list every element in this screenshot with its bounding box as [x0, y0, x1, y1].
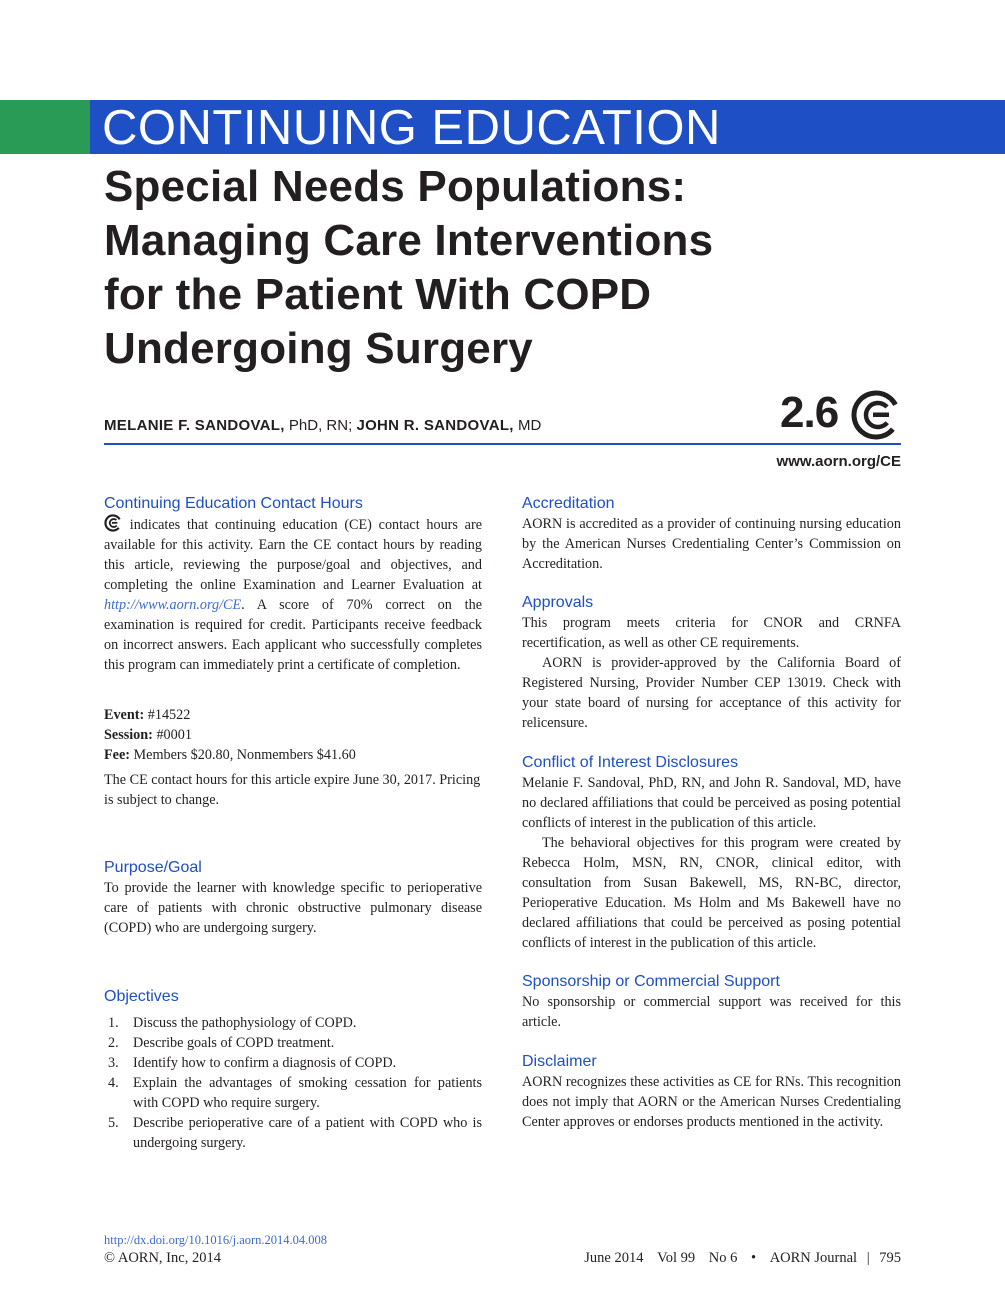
item-number: 5. — [108, 1115, 119, 1131]
sponsorship-text: No sponsorship or commercial support was received for this article. — [522, 994, 901, 1030]
contact-hours-heading: Continuing Education Contact Hours — [104, 495, 363, 512]
item-number: 4. — [108, 1075, 119, 1091]
number: No 6 — [708, 1250, 738, 1266]
copyright: © AORN, Inc, 2014 — [104, 1250, 221, 1266]
item-number: 3. — [108, 1055, 119, 1071]
author-2-name: JOHN R. SANDOVAL, — [356, 417, 514, 434]
fee-label: Fee: — [104, 747, 130, 763]
volume: Vol 99 — [657, 1250, 696, 1266]
item-number: 1. — [108, 1015, 119, 1031]
accreditation-heading: Accreditation — [522, 495, 615, 512]
session-value: #0001 — [152, 727, 192, 743]
list-item — [104, 1113, 482, 1153]
journal-name: AORN Journal — [769, 1250, 858, 1266]
item-text: Explain the advantages of smoking cessation for patients with COPD who require surgery. — [133, 1075, 482, 1111]
ce-contact-hours-icon — [851, 390, 901, 440]
author-1-name: MELANIE F. SANDOVAL, — [104, 417, 285, 434]
fee-value: Members $20.80, Nonmembers $41.60 — [130, 747, 356, 763]
accreditation-text: AORN is accredited as a provider of continuing nursing education by the American Nurses Credentialing Center’s Commission on Accreditation. — [522, 516, 901, 572]
list-item — [104, 1053, 482, 1073]
journal-info — [584, 1250, 901, 1267]
contact-text-b: . A score of 70% correct on the examination is required for credit. Participants receive feedback on incorrect answers. Each applicant who successfully completes this program can immediately print a certificate of completion. — [104, 597, 482, 673]
list-item — [104, 1013, 482, 1033]
issue-date: June 2014 — [584, 1250, 644, 1266]
divider: | — [866, 1250, 870, 1266]
objectives-heading: Objectives — [104, 988, 179, 1005]
objectives-list — [104, 1013, 482, 1153]
author-line — [104, 417, 541, 434]
session-label: Session: — [104, 727, 153, 743]
approvals-text-1: This program meets criteria for CNOR and CRNFA recertification, as well as other CE requirements. — [522, 615, 901, 651]
ce-inline-icon — [104, 514, 122, 532]
ce-link[interactable]: http://www.aorn.org/CE — [104, 597, 242, 613]
ce-credits-value: 2.6 — [780, 388, 839, 437]
event-value: #14522 — [144, 707, 191, 723]
approvals-heading: Approvals — [522, 594, 594, 611]
item-number: 2. — [108, 1035, 119, 1051]
purpose-text: To provide the learner with knowledge specific to perioperative care of patients with chronic obstructive pulmonary disease (COPD) who are undergoing surgery. — [104, 880, 482, 936]
author-2-credentials: MD — [517, 417, 542, 434]
page-number: 795 — [879, 1250, 901, 1266]
disclaimer-heading: Disclaimer — [522, 1053, 597, 1070]
list-item — [104, 1073, 482, 1113]
conflict-text-1: Melanie F. Sandoval, PhD, RN, and John R. Sandoval, MD, have no declared affiliations that could be perceived as posing potential conflicts of interest in the publication of this article. — [522, 775, 901, 831]
conflict-text-2: The behavioral objectives for this program were created by Rebecca Holm, MSN, RN, CNOR, clinical editor, with consultation from Susan Bakewell, MS, RN-BC, director, Perioperative Education. Ms Holm and Ms Bakewell have no declared affiliations that could be perceived as posing potential conflicts of interest in the publication of this article. — [522, 835, 901, 951]
author-1-credentials: PhD, RN; — [288, 417, 353, 434]
accreditation-section — [522, 494, 901, 574]
event-row — [104, 705, 482, 725]
ce-url[interactable]: www.aorn.org/CE — [776, 453, 901, 470]
item-text: Describe perioperative care of a patient with COPD who is undergoing surgery. — [133, 1115, 482, 1151]
contact-text-a: indicates that continuing education (CE) contact hours are available for this activity. Earn the CE contact hours by reading this article, reviewing the purpose/goal and objectives, and completing the online Examination and Learner Evaluation at — [104, 517, 482, 593]
approvals-text-2: AORN is provider-approved by the California Board of Registered Nursing, Provider Number CEP 13019. Check with your state board of nursing for acceptance of this activity for relicensure. — [522, 655, 901, 731]
contact-hours-text — [104, 514, 482, 675]
item-text: Identify how to confirm a diagnosis of COPD. — [133, 1055, 397, 1071]
sponsorship-section — [522, 972, 901, 1032]
title-line: Special Needs Populations: — [104, 162, 687, 211]
banner-label: CONTINUING EDUCATION — [102, 101, 721, 155]
disclaimer-text: AORN recognizes these activities as CE for RNs. This recognition does not imply that AORN or the American Nurses Credentialing Center approves or endorses products mentioned in the activity. — [522, 1074, 901, 1130]
objectives-section — [104, 987, 482, 1153]
purpose-section — [104, 858, 482, 938]
item-text: Discuss the pathophysiology of COPD. — [133, 1015, 357, 1031]
list-item — [104, 1033, 482, 1053]
expiry-note — [104, 770, 482, 810]
title-line: Undergoing Surgery — [104, 324, 533, 373]
title-line: for the Patient With COPD — [104, 270, 652, 319]
conflict-heading: Conflict of Interest Disclosures — [522, 754, 739, 771]
banner-accent — [0, 100, 90, 154]
event-info — [104, 705, 482, 765]
doi-link[interactable]: http://dx.doi.org/10.1016/j.aorn.2014.04.008 — [104, 1233, 328, 1247]
expiry-text: The CE contact hours for this article expire June 30, 2017. Pricing is subject to change. — [104, 772, 481, 808]
fee-row — [104, 745, 482, 765]
session-row — [104, 725, 482, 745]
item-text: Describe goals of COPD treatment. — [133, 1035, 335, 1051]
header-rule — [104, 443, 901, 445]
bullet-separator: • — [750, 1250, 757, 1266]
conflict-section — [522, 753, 901, 953]
purpose-heading: Purpose/Goal — [104, 859, 202, 876]
approvals-section — [522, 593, 901, 733]
article-title — [104, 160, 804, 376]
disclaimer-section — [522, 1052, 901, 1132]
event-label: Event: — [104, 707, 145, 723]
contact-hours-section — [104, 494, 482, 675]
title-line: Managing Care Interventions — [104, 216, 714, 265]
sponsorship-heading: Sponsorship or Commercial Support — [522, 973, 780, 990]
